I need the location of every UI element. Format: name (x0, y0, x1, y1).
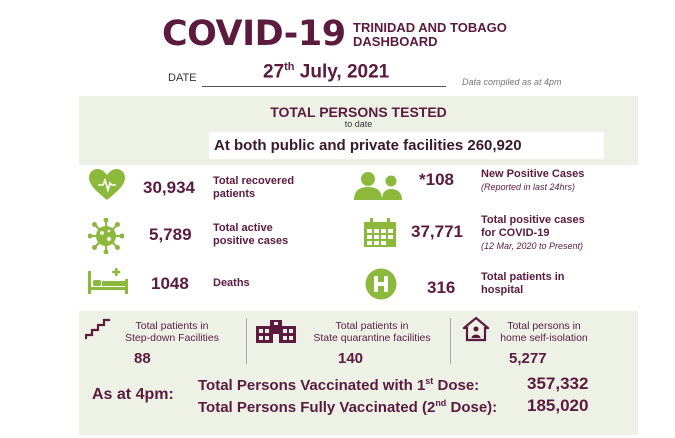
active-label (213, 222, 288, 248)
first-dose-label (198, 376, 479, 394)
recovered-label-line-2: patients (213, 188, 256, 200)
active-count: 5,789 (149, 225, 192, 244)
first-dose-count: 357,332 (527, 374, 589, 393)
tested-title: TOTAL PERSONS TESTED (270, 104, 447, 120)
full-dose-label-text: Total Persons Fully Vaccinated (2 (198, 399, 436, 416)
full-dose-tail: Dose): (446, 399, 498, 416)
tested-panel (79, 96, 638, 165)
hospital-icon (365, 268, 397, 300)
total-positive-note: (12 Mar, 2020 to Present) (481, 241, 584, 251)
total-positive-count: 37,771 (411, 222, 463, 241)
recovered-count: 30,934 (143, 178, 195, 197)
tested-summary: At both public and private facilities 260,920 (214, 137, 522, 154)
recovered-label-line-1: Total recovered (213, 175, 295, 187)
bed-icon (87, 267, 129, 295)
home-isolation-label (490, 320, 598, 344)
vaccination-as-at: As at 4pm: (92, 386, 174, 403)
home-isolation-count: 5,277 (509, 350, 547, 367)
full-dose-count: 185,020 (527, 396, 589, 415)
full-dose-sup: nd (435, 398, 447, 408)
quarantine-count: 140 (338, 350, 364, 367)
stepdown-label-line-2: Step-down Facilities (125, 332, 219, 344)
date-underline (202, 86, 446, 87)
stepdown-label (112, 320, 232, 344)
building-icon (255, 318, 297, 344)
total-positive-label-line-1: Total positive cases (481, 214, 585, 226)
total-positive-label (481, 214, 585, 240)
heart-icon (88, 168, 126, 202)
new-cases-label: New Positive Cases (481, 168, 585, 180)
virus-icon (88, 218, 124, 254)
quarantine-label-line-2: State quarantine facilities (313, 332, 431, 344)
home-isolation-label-line-2: home self-isolation (500, 332, 588, 344)
first-dose-tail: Dose: (433, 377, 480, 394)
hospital-label (481, 271, 565, 297)
home-isolation-label-line-1: Total persons in (507, 320, 581, 332)
first-dose-sup: st (425, 376, 434, 386)
date-label: DATE (168, 72, 197, 84)
subtitle-line-1: TRINIDAD AND TOBAGO (353, 20, 507, 35)
quarantine-label-line-1: Total patients in (335, 320, 409, 332)
recovered-label (213, 175, 294, 201)
active-label-line-2: positive cases (213, 235, 289, 247)
tested-subtitle: to date (344, 119, 373, 129)
new-cases-note: (Reported in last 24hrs) (481, 182, 576, 192)
date-suffix: th (284, 61, 295, 73)
hospital-count: 316 (427, 278, 456, 297)
deaths-label: Deaths (213, 277, 250, 289)
full-dose-label (198, 398, 497, 416)
people-icon (352, 171, 404, 201)
date-month-year: July, 2021 (294, 61, 390, 83)
report-date (263, 61, 389, 83)
total-positive-label-line-2: for COVID-19 (481, 227, 550, 239)
facility-divider-2 (450, 318, 451, 364)
date-day: 27 (263, 61, 285, 83)
hospital-label-line-1: Total patients in (481, 271, 565, 283)
compiled-note: Data compiled as at 4pm (462, 77, 562, 87)
new-cases-count: *108 (419, 170, 454, 189)
deaths-count: 1048 (151, 274, 189, 293)
active-label-line-1: Total active (213, 222, 273, 234)
stepdown-label-line-1: Total patients in (135, 320, 209, 332)
first-dose-label-text: Total Persons Vaccinated with 1 (198, 377, 426, 394)
subtitle-line-2: DASHBOARD (353, 34, 438, 49)
quarantine-label (300, 320, 444, 344)
facility-divider-1 (246, 318, 247, 364)
house-icon (463, 316, 489, 342)
stairs-icon (85, 318, 111, 340)
stepdown-count: 88 (134, 350, 151, 367)
dashboard-subtitle (353, 21, 507, 49)
dashboard-title: COVID-19 (162, 14, 346, 54)
hospital-label-line-2: hospital (481, 284, 524, 296)
calendar-icon (363, 218, 397, 248)
